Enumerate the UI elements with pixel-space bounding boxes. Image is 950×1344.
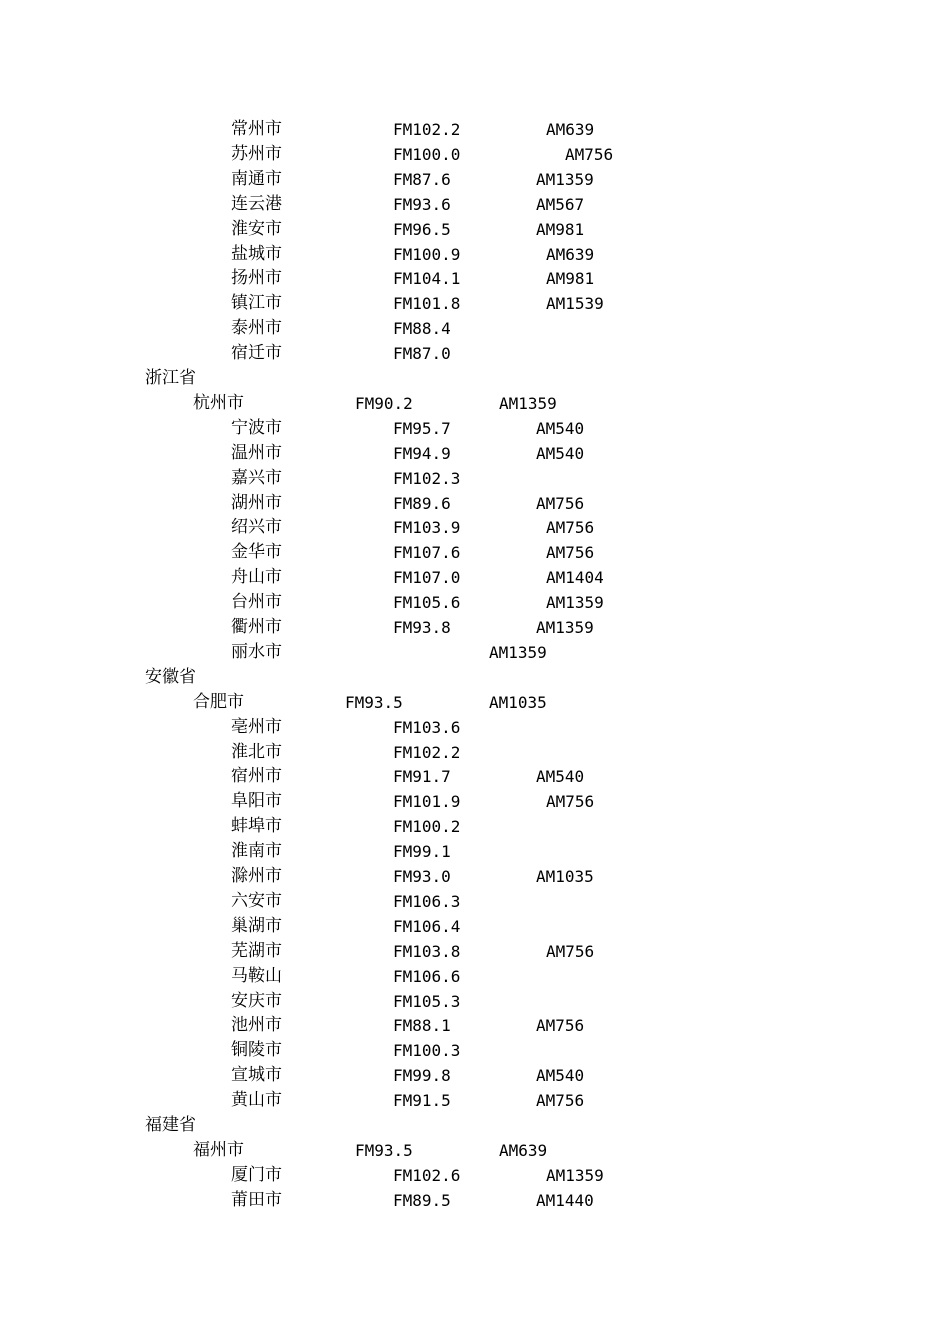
- city-name: 亳州市: [231, 716, 282, 737]
- fm-frequency: FM101.9: [393, 792, 461, 812]
- fm-frequency: FM87.6: [393, 169, 451, 189]
- am-frequency: AM1359: [546, 593, 604, 613]
- am-frequency: AM756: [546, 518, 595, 538]
- city-name: 盐城市: [231, 243, 282, 264]
- city-name: 南通市: [231, 168, 282, 189]
- am-frequency: AM1359: [499, 393, 557, 413]
- city-name: 台州市: [231, 592, 282, 613]
- city-name: 绍兴市: [231, 517, 282, 538]
- fm-frequency: FM91.7: [393, 767, 451, 787]
- city-row: [0, 565, 950, 590]
- city-row: [0, 242, 950, 267]
- city-row: [0, 391, 950, 416]
- fm-frequency: FM105.3: [393, 991, 461, 1011]
- city-name: 铜陵市: [231, 1040, 282, 1061]
- fm-frequency: FM90.2: [355, 393, 413, 413]
- fm-frequency: FM93.5: [355, 1140, 413, 1160]
- am-frequency: AM981: [546, 269, 595, 289]
- fm-frequency: FM93.5: [345, 692, 403, 712]
- city-name: 苏州市: [231, 143, 282, 164]
- fm-frequency: FM89.6: [393, 493, 451, 513]
- city-row: [0, 341, 950, 366]
- fm-frequency: FM101.8: [393, 294, 461, 314]
- am-frequency: AM540: [536, 443, 585, 463]
- city-name: 六安市: [231, 890, 282, 911]
- am-frequency: AM1539: [546, 294, 604, 314]
- city-name: 温州市: [231, 442, 282, 463]
- city-row: [0, 441, 950, 466]
- city-name: 淮南市: [231, 841, 282, 862]
- city-row: [0, 466, 950, 491]
- city-name: 扬州市: [231, 268, 282, 289]
- fm-frequency: FM107.0: [393, 568, 461, 588]
- fm-frequency: FM94.9: [393, 443, 451, 463]
- fm-frequency: FM102.6: [393, 1165, 461, 1185]
- city-name: 连云港: [231, 193, 282, 214]
- am-frequency: AM1035: [536, 867, 594, 886]
- city-row: [0, 864, 950, 889]
- fm-frequency: FM103.8: [393, 941, 461, 961]
- city-row: [0, 416, 950, 441]
- city-row: [0, 814, 950, 839]
- city-name: 池州市: [231, 1015, 282, 1036]
- city-name: 杭州市: [193, 392, 244, 413]
- am-frequency: AM1359: [536, 169, 594, 189]
- city-name: 宿迁市: [231, 343, 282, 364]
- city-row: [0, 914, 950, 939]
- city-row: [0, 117, 950, 142]
- city-row: [0, 1013, 950, 1038]
- province-name: 安徽省: [145, 666, 196, 687]
- am-frequency: AM1440: [536, 1190, 594, 1210]
- am-frequency: AM567: [536, 194, 585, 214]
- am-frequency: AM540: [536, 418, 585, 438]
- city-row: [0, 540, 950, 565]
- city-row: [0, 192, 950, 217]
- fm-frequency: FM100.0: [393, 144, 461, 164]
- city-row: [0, 690, 950, 715]
- am-frequency: AM1359: [546, 1165, 604, 1185]
- city-row: [0, 491, 950, 516]
- fm-frequency: FM99.1: [393, 842, 451, 862]
- city-row: [0, 1188, 950, 1213]
- am-frequency: AM981: [536, 219, 585, 239]
- city-name: 滁州市: [231, 866, 282, 886]
- city-row: [0, 889, 950, 914]
- city-row: [0, 515, 950, 540]
- fm-frequency: FM99.8: [393, 1066, 451, 1086]
- city-name: 衢州市: [231, 617, 282, 637]
- fm-frequency: FM106.6: [393, 966, 461, 986]
- fm-frequency: FM102.2: [393, 120, 461, 139]
- fm-frequency: FM105.6: [393, 593, 461, 613]
- am-frequency: AM639: [546, 244, 595, 264]
- city-name: 蚌埠市: [231, 816, 282, 837]
- am-frequency: AM639: [499, 1140, 548, 1160]
- fm-frequency: FM106.3: [393, 891, 461, 911]
- province-row: [0, 665, 950, 690]
- fm-frequency: FM88.1: [393, 1016, 451, 1036]
- city-row: [0, 217, 950, 242]
- city-name: 莆田市: [231, 1189, 282, 1210]
- city-name: 芜湖市: [231, 940, 282, 961]
- city-name: 镇江市: [231, 293, 282, 314]
- city-row: [0, 839, 950, 864]
- fm-frequency: FM88.4: [393, 319, 451, 339]
- city-row: [0, 989, 950, 1014]
- city-row: [0, 964, 950, 989]
- city-row: [0, 291, 950, 316]
- city-row: [0, 789, 950, 814]
- province-row: [0, 1113, 950, 1138]
- fm-frequency: FM91.5: [393, 1091, 451, 1111]
- fm-frequency: FM87.0: [393, 344, 451, 364]
- city-row: [0, 1038, 950, 1063]
- city-row: [0, 1063, 950, 1088]
- fm-frequency: FM104.1: [393, 269, 461, 289]
- city-row: [0, 316, 950, 341]
- city-row: [0, 590, 950, 615]
- am-frequency: AM1359: [536, 618, 594, 637]
- fm-frequency: FM102.3: [393, 468, 461, 488]
- fm-frequency: FM100.9: [393, 244, 461, 264]
- am-frequency: AM756: [536, 493, 585, 513]
- fm-frequency: FM89.5: [393, 1190, 451, 1210]
- city-row: [0, 764, 950, 789]
- am-frequency: AM756: [536, 1091, 585, 1111]
- city-name: 宣城市: [231, 1065, 282, 1086]
- fm-frequency: FM93.8: [393, 618, 451, 637]
- city-row: [0, 167, 950, 192]
- city-row: [0, 266, 950, 291]
- city-name: 厦门市: [231, 1164, 282, 1185]
- city-row: [0, 939, 950, 964]
- city-name: 常州市: [231, 119, 282, 139]
- fm-frequency: FM107.6: [393, 543, 461, 563]
- fm-frequency: FM103.9: [393, 518, 461, 538]
- city-name: 宿州市: [231, 766, 282, 787]
- fm-frequency: FM100.3: [393, 1041, 461, 1061]
- province-row: [0, 366, 950, 391]
- am-frequency: AM540: [536, 1066, 585, 1086]
- fm-frequency: FM93.0: [393, 867, 451, 886]
- am-frequency: AM756: [536, 1016, 585, 1036]
- province-name: 浙江省: [145, 368, 196, 388]
- am-frequency: AM540: [536, 767, 585, 787]
- city-name: 淮北市: [231, 741, 282, 762]
- city-row: [0, 640, 950, 665]
- city-name: 丽水市: [231, 641, 282, 662]
- am-frequency: AM756: [565, 144, 614, 164]
- fm-frequency: FM106.4: [393, 916, 461, 936]
- city-name: 湖州市: [231, 492, 282, 513]
- city-name: 合肥市: [193, 691, 244, 712]
- city-row: [0, 740, 950, 765]
- am-frequency: AM1035: [489, 692, 547, 712]
- city-name: 宁波市: [231, 417, 282, 438]
- fm-frequency: FM102.2: [393, 742, 461, 762]
- fm-frequency: FM93.6: [393, 194, 451, 214]
- city-name: 阜阳市: [231, 791, 282, 812]
- fm-frequency: FM96.5: [393, 219, 451, 239]
- am-frequency: AM1404: [546, 568, 604, 588]
- city-row: [0, 1163, 950, 1188]
- city-name: 嘉兴市: [231, 467, 282, 488]
- city-row: [0, 1138, 950, 1163]
- am-frequency: AM1359: [489, 642, 547, 662]
- city-name: 安庆市: [231, 990, 282, 1011]
- am-frequency: AM756: [546, 941, 595, 961]
- am-frequency: AM756: [546, 543, 595, 563]
- city-row: [0, 1088, 950, 1113]
- city-name: 巢湖市: [231, 915, 282, 936]
- province-name: 福建省: [145, 1115, 196, 1135]
- fm-frequency: FM95.7: [393, 418, 451, 438]
- city-name: 舟山市: [231, 567, 282, 588]
- fm-frequency: FM100.2: [393, 817, 461, 837]
- city-name: 马鞍山: [231, 965, 282, 986]
- city-row: [0, 715, 950, 740]
- am-frequency: AM756: [546, 792, 595, 812]
- city-name: 黄山市: [231, 1090, 282, 1111]
- city-name: 金华市: [231, 542, 282, 563]
- city-name: 福州市: [193, 1139, 244, 1160]
- fm-frequency: FM103.6: [393, 717, 461, 737]
- city-name: 淮安市: [231, 218, 282, 239]
- city-name: 泰州市: [231, 318, 282, 339]
- am-frequency: AM639: [546, 120, 595, 139]
- city-row: [0, 615, 950, 640]
- city-row: [0, 142, 950, 167]
